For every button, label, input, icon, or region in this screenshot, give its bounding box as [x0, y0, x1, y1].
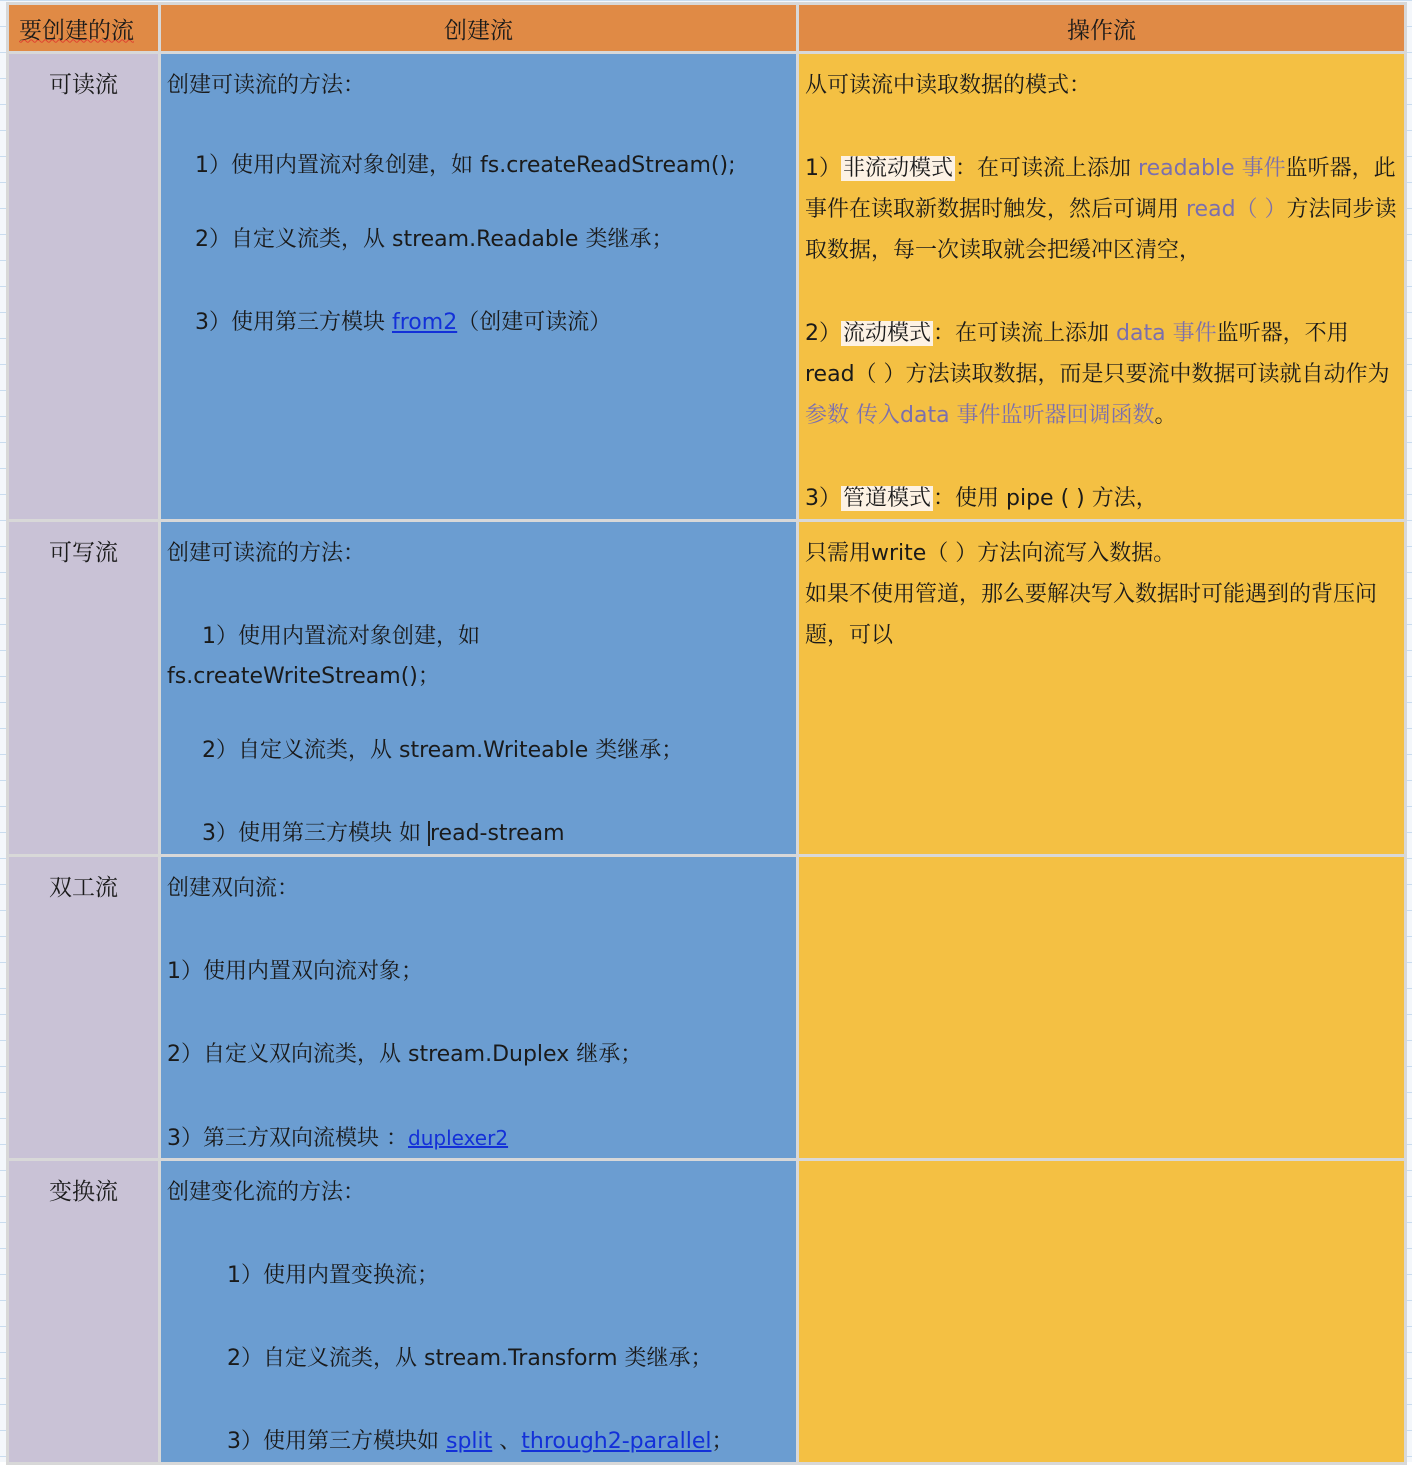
non-flowing-mode-label: 非流动模式 [843, 156, 954, 181]
pipe-mode-label: 管道模式 [843, 486, 932, 511]
cell-create-readable[interactable] [160, 53, 798, 521]
readable-create-line-1: 1）使用内置流对象创建，如 fs.createReadStream(); [195, 153, 736, 178]
writable-create-line-2: 2）自定义流类，从 stream.Writeable 类继承； [202, 738, 684, 763]
streams-table [6, 2, 1407, 1465]
cell-create-duplex[interactable] [160, 856, 798, 1160]
cell-kind-writable[interactable]: 可写流 [8, 521, 160, 856]
writable-op-line-1: 只需用write（ ）方法向流写入数据。 [805, 541, 1176, 566]
transform-create-line-3: 3）使用第三方模块如 split 、through2-parallel； [227, 1429, 734, 1454]
readable-op-mode-3: 3）管道模式：使用 pipe ( ) 方法， [805, 486, 1158, 511]
table-row [8, 1160, 1406, 1464]
split-link[interactable]: split [446, 1429, 493, 1454]
readable-create-title: 创建可读流的方法： [167, 73, 366, 98]
table-row [8, 53, 1406, 521]
duplexer2-link[interactable]: duplexer2 [408, 1126, 509, 1150]
duplex-create-line-3: 3）第三方双向流模块 ：duplexer2 [167, 1126, 509, 1151]
writable-op-line-2: 如果不使用管道，那么要解决写入数据时可能遇到的背压问题，可以 [805, 582, 1378, 648]
transform-create-line-2: 2）自定义流类，从 stream.Transform 类继承； [227, 1346, 713, 1371]
cell-kind-readable[interactable]: 可读流 [8, 53, 160, 521]
duplex-create-line-1: 1）使用内置双向流对象； [167, 959, 423, 984]
header-stream-type[interactable]: 要创建的流 [8, 4, 160, 53]
writable-create-line-3: 3）使用第三方模块 如 read-stream [202, 821, 565, 846]
cell-kind-transform[interactable]: 变换流 [8, 1160, 160, 1464]
writable-create-line-1a: 1）使用内置流对象创建，如 [202, 624, 480, 649]
cell-operate-duplex[interactable] [798, 856, 1406, 1160]
cell-operate-writable[interactable] [798, 521, 1406, 856]
from2-link[interactable]: from2 [392, 310, 458, 335]
transform-create-line-1: 1）使用内置变换流； [227, 1263, 439, 1288]
text-cursor: r [429, 821, 439, 846]
cell-kind-duplex[interactable]: 双工流 [8, 856, 160, 1160]
readable-op-mode-2: 2）流动模式：在可读流上添加 data 事件监听器，不用read（ ）方法读取数据，而是只要流中数据可读就自动作为参数 传入data 事件监听器回调函数。 [805, 321, 1390, 428]
duplex-create-title: 创建双向流： [167, 876, 300, 901]
duplex-create-line-2: 2）自定义双向流类，从 stream.Duplex 继承； [167, 1042, 643, 1067]
header-row [8, 4, 1406, 53]
table-row [8, 856, 1406, 1160]
transform-create-title: 创建变化流的方法： [167, 1180, 366, 1205]
readable-op-mode-1: 1）非流动模式：在可读流上添加 readable 事件监听器，此事件在读取新数据时触发，然后可调用 read（ ）方法同步读取数据，每一次读取就会把缓冲区清空， [805, 156, 1397, 263]
header-create-stream[interactable]: 创建流 [160, 4, 798, 53]
table-row [8, 521, 1406, 856]
readable-op-title: 从可读流中读取数据的模式： [805, 73, 1092, 98]
cell-operate-transform[interactable] [798, 1160, 1406, 1464]
cell-operate-readable[interactable] [798, 53, 1406, 521]
readable-create-line-2: 2）自定义流类，从 stream.Readable 类继承； [195, 227, 674, 252]
flowing-mode-label: 流动模式 [843, 321, 932, 346]
writable-create-title: 创建可读流的方法： [167, 541, 366, 566]
cell-create-transform[interactable] [160, 1160, 798, 1464]
through2-parallel-link[interactable]: through2-parallel [521, 1429, 712, 1454]
cell-create-writable[interactable] [160, 521, 798, 856]
header-operate-stream[interactable]: 操作流 [798, 4, 1406, 53]
writable-create-line-1b: fs.createWriteStream()； [167, 664, 440, 689]
readable-create-line-3: 3）使用第三方模块 from2（创建可读流） [195, 310, 612, 335]
